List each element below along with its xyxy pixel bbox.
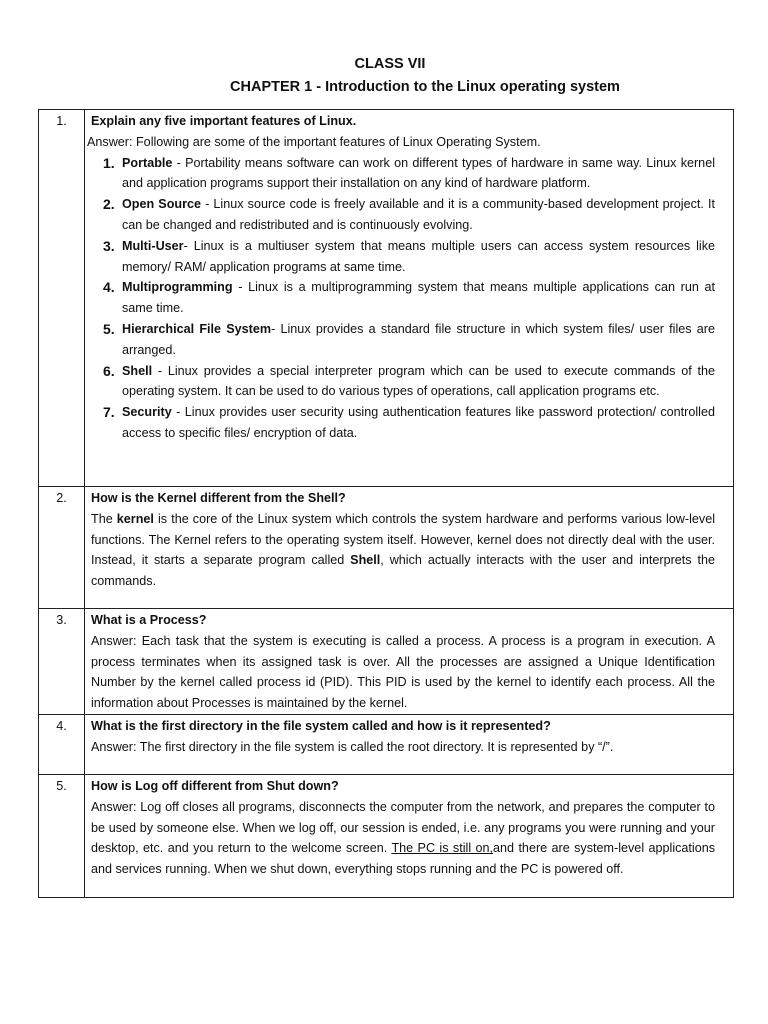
feature-description: - Portability means software can work on different types of hardware in same way. Linux kernel and application programs support their installation on any kind of hardware platform. (122, 155, 715, 191)
feature-description: - Linux is a multiuser system that means multiple users can access system resources like memory/ RAM/ application programs at same time. (122, 238, 715, 274)
answer-segment: is the core of the Linux system which controls the system hardware and performs various low-level functions. The Kernel refers to the operating system itself. However, kernel does not directly deal with the user. Instead, it starts a separate program called (91, 511, 715, 568)
answer-bold-shell: Shell (350, 553, 381, 568)
question-text: How is Log off different from Shut down? (91, 778, 339, 793)
list-item (91, 236, 715, 278)
answer-segment: , which actually interacts with the user and interprets the commands. (91, 553, 715, 589)
feature-term: Hierarchical File System (122, 321, 272, 336)
list-item (91, 361, 715, 403)
feature-term: Open Source (122, 197, 201, 212)
table-row-q5 (39, 774, 734, 897)
feature-term: Security (122, 405, 172, 420)
list-item-number: 2. (103, 196, 115, 213)
class-title: CLASS VII (354, 56, 426, 72)
chapter-title: CHAPTER 1 - Introduction to the Linux operating system (230, 79, 620, 95)
list-item (91, 277, 715, 319)
table-row-q2 (39, 487, 734, 609)
question-text: What is a Process? (91, 613, 207, 627)
list-item (91, 402, 715, 444)
answer-bold-kernel: kernel (116, 511, 154, 526)
list-item-number: 6. (103, 362, 115, 379)
question-cell (85, 110, 734, 487)
feature-term: Multi-User (122, 238, 184, 253)
features-list (91, 153, 715, 444)
answer-text: Answer: The first directory in the file system is called the root directory. It is represented by “/”. (91, 739, 614, 754)
answer-segment: and there are system-level applications and services running. When we shut down, everything stops running and the PC is powered off. (91, 841, 716, 877)
table-row-q1 (39, 110, 734, 487)
answer-segment: The (91, 511, 117, 526)
question-number: 4. (39, 714, 85, 774)
feature-term: Multiprogramming (122, 280, 233, 295)
list-item (91, 153, 715, 195)
question-text: Explain any five important features of Linux. (91, 114, 357, 128)
feature-description: - Linux source code is freely available and it is a community-based development project. It can be changed and redistributed and is continuously evolving. (122, 197, 715, 232)
question-number: 5. (39, 774, 85, 897)
answer-segment: Answer: Log off closes all programs, disconnects the computer from the network, and prepares the computer to be used by someone else. When we log off, our session is ended, i.e. any programs you were running and your desktop, etc. and you return to the welcome screen. (91, 799, 715, 856)
question-cell (85, 714, 734, 774)
answer-underlined: The PC is still on, (391, 841, 494, 856)
feature-description: - Linux provides user security using authentication features like password protection/ controlled access to specific files/ encryption of data. (122, 405, 715, 440)
answer-text: Answer: Each task that the system is executing is called a process. A process is a program in execution. A process terminates when its assigned task is over. All the processes are assigned a Unique Identification Number by the kernel called process id (PID). This PID is used by the kernel to identify each process. All the information about Processes is maintained by the kernel. (91, 633, 715, 711)
list-item-number: 5. (103, 320, 115, 337)
question-cell (85, 774, 734, 897)
list-item-number: 7. (103, 404, 115, 421)
question-text: How is the Kernel different from the Shell? (91, 491, 346, 505)
list-item (91, 319, 715, 361)
question-cell (85, 487, 734, 609)
list-item (91, 194, 715, 236)
question-number: 2. (39, 487, 85, 609)
feature-term: Portable (122, 155, 173, 170)
question-number: 1. (39, 110, 85, 487)
feature-description: - Linux provides a special interpreter program which can be used to execute commands of the operating system. It can be used to do various types of operations, call application programs etc. (122, 363, 715, 399)
feature-term: Shell (122, 363, 153, 378)
question-number: 3. (39, 609, 85, 715)
questions-table (38, 109, 734, 898)
feature-description: - Linux provides a standard file structure in which system files/ user files are arranged. (122, 321, 715, 357)
question-text: What is the first directory in the file system called and how is it represented? (91, 718, 551, 733)
list-item-number: 3. (103, 237, 115, 254)
answer-text (91, 797, 715, 880)
table-row-q4 (39, 714, 734, 774)
answer-text (91, 509, 715, 592)
list-item-number: 4. (103, 279, 115, 296)
list-item-number: 1. (103, 154, 115, 171)
question-cell (85, 609, 734, 715)
feature-description: - Linux is a multiprogramming system that means multiple applications can run at same time. (122, 280, 715, 316)
table-row-q3 (39, 609, 734, 715)
answer-intro: Answer: Following are some of the important features of Linux Operating System. (87, 134, 541, 149)
